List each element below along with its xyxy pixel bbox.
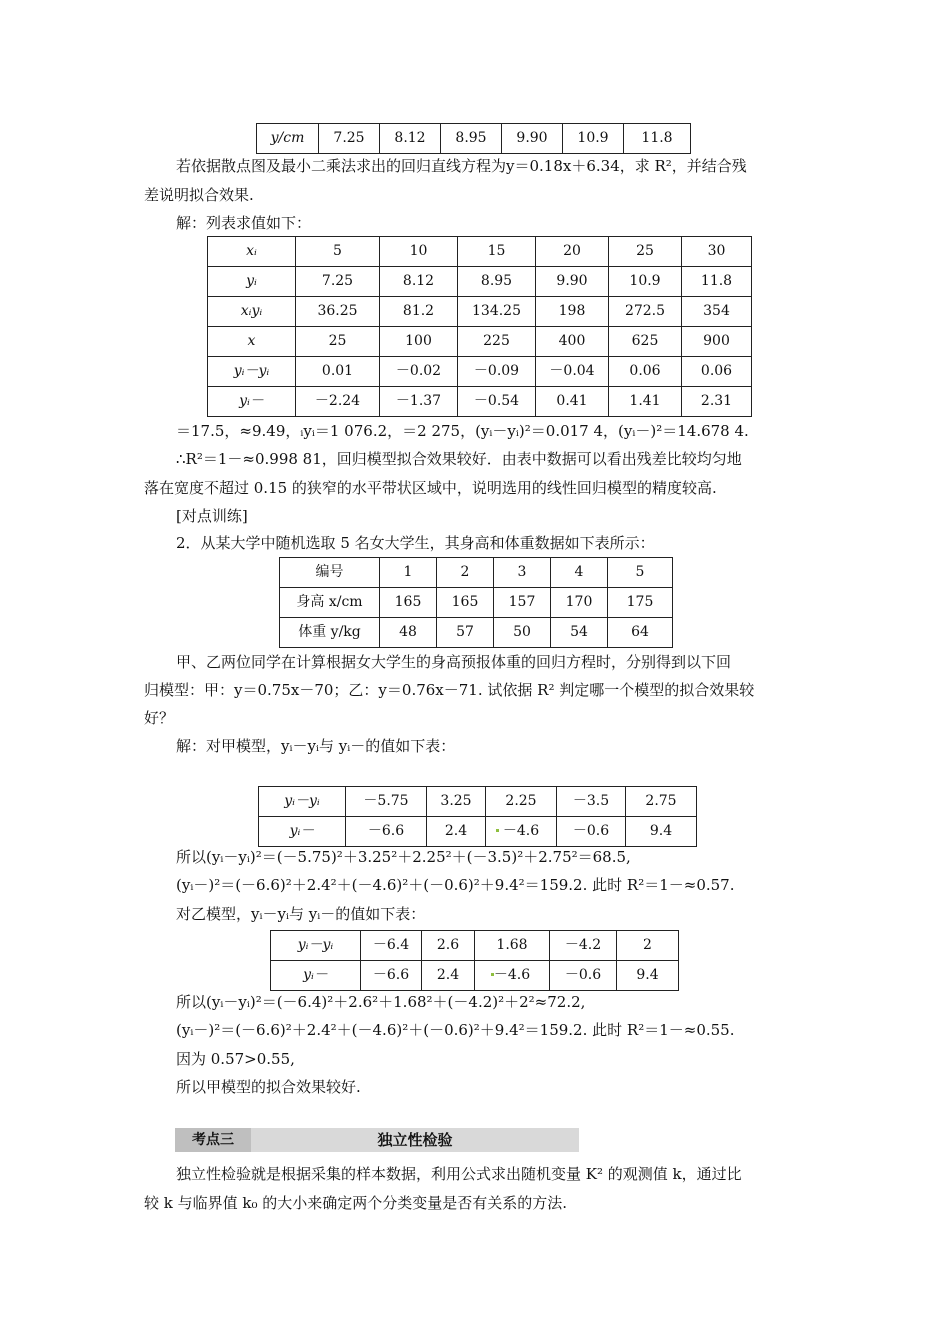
table-cell: 625 <box>609 327 682 357</box>
section-tag: 考点三 <box>175 1128 251 1152</box>
table-row <box>208 387 752 417</box>
table-cell: －0.02 <box>380 357 458 387</box>
table-cell: 198 <box>536 297 609 327</box>
table-cell: 8.12 <box>380 124 441 154</box>
table-cell: 1.41 <box>609 387 682 417</box>
final-line: 所以甲模型的拟合效果较好. <box>176 1078 361 1096</box>
table-cell: －2.24 <box>296 387 380 417</box>
table-cell: 7.25 <box>296 267 380 297</box>
table-row <box>208 297 752 327</box>
table-row <box>208 267 752 297</box>
problem-line: 若依据散点图及最小二乘法求出的回归直线方程为y＝0.18x＋6.34，求 R²，并结合残 <box>176 157 747 175</box>
result-line: 所以(yᵢ－yᵢ)²＝(－5.75)²＋3.25²＋2.25²＋(－3.5)²＋2.75²＝68.5, <box>176 848 631 866</box>
table-cell: 5 <box>608 558 673 588</box>
table-cell: 2.25 <box>486 787 557 817</box>
table-row <box>259 787 697 817</box>
table-cell: 175 <box>608 588 673 618</box>
table-cell: －4.6 <box>486 817 557 847</box>
table-cell: 0.06 <box>682 357 752 387</box>
compare-line: 因为 0.57>0.55, <box>176 1050 295 1068</box>
table-cell: yᵢ <box>208 267 296 297</box>
table-cell: －0.54 <box>458 387 536 417</box>
table-cell: 81.2 <box>380 297 458 327</box>
solution-label: 解：列表求值如下： <box>176 214 312 232</box>
table-cell: 10 <box>380 237 458 267</box>
table-cell: 5 <box>296 237 380 267</box>
intro-line: 较 k 与临界值 k₀ 的大小来确定两个分类变量是否有关系的方法. <box>144 1194 568 1212</box>
table-cell: 9.90 <box>502 124 563 154</box>
question-line: 甲、乙两位同学在计算根据女大学生的身高预报体重的回归方程时，分别得到以下回 <box>176 653 732 671</box>
table-cell: －6.6 <box>346 817 427 847</box>
table-height-weight <box>279 557 673 648</box>
table-cell: 8.95 <box>441 124 502 154</box>
table-cell: 25 <box>296 327 380 357</box>
marker-dot <box>491 973 494 976</box>
table-cell: 900 <box>682 327 752 357</box>
table-cell: 身高 x/cm <box>280 588 380 618</box>
solution-label: 解：对甲模型，yᵢ－yᵢ与 yᵢ－的值如下表： <box>176 737 456 755</box>
table-cell: 体重 y/kg <box>280 618 380 648</box>
table-cell: 8.95 <box>458 267 536 297</box>
table-cell: －3.5 <box>557 787 626 817</box>
table-row <box>208 237 752 267</box>
table-cell: 11.8 <box>624 124 691 154</box>
table-row <box>259 817 697 847</box>
table-cell: 64 <box>608 618 673 648</box>
table-cell: 2.4 <box>427 817 486 847</box>
table-cell: yᵢ－ <box>208 387 296 417</box>
table-row <box>271 961 679 991</box>
table-cell: －0.04 <box>536 357 609 387</box>
table-cell: 30 <box>682 237 752 267</box>
table-row <box>208 357 752 387</box>
table-cell: －4.6 <box>475 961 550 991</box>
table-cell: 3.25 <box>427 787 486 817</box>
table-cell: 9.4 <box>626 817 697 847</box>
conclusion-line: 落在宽度不超过 0.15 的狭窄的水平带状区域中，说明选用的线性回归模型的精度较高. <box>144 479 717 497</box>
table-cell: 400 <box>536 327 609 357</box>
table-cell: 48 <box>380 618 437 648</box>
table-cell: 0.41 <box>536 387 609 417</box>
table-row <box>208 327 752 357</box>
table-cell: －0.6 <box>550 961 617 991</box>
table-cell: 2.6 <box>422 931 475 961</box>
result-line: (yᵢ－)²＝(－6.6)²＋2.4²＋(－4.6)²＋(－0.6)²＋9.4²＝159.2. 此时 R²＝1－≈0.57. <box>176 876 735 894</box>
table-cell: yᵢ－yᵢ <box>271 931 361 961</box>
table-cell: xᵢyᵢ <box>208 297 296 327</box>
table-cell: y/cm <box>257 124 319 154</box>
table-cell: 157 <box>494 588 551 618</box>
table-row <box>271 931 679 961</box>
table-cell: 25 <box>609 237 682 267</box>
table-cell: 9.90 <box>536 267 609 297</box>
table-cell: yᵢ－yᵢ <box>208 357 296 387</box>
table-cell: 170 <box>551 588 608 618</box>
table-cell: －6.6 <box>361 961 422 991</box>
table-cell: 50 <box>494 618 551 648</box>
table-cell: 36.25 <box>296 297 380 327</box>
table-cell: yᵢ－ <box>259 817 346 847</box>
table-cell: 225 <box>458 327 536 357</box>
table-cell: 2 <box>617 931 679 961</box>
section-title: 独立性检验 <box>377 1131 453 1149</box>
training-heading: [对点训练] <box>176 507 248 525</box>
table-cell: 11.8 <box>682 267 752 297</box>
table-cell: －4.2 <box>550 931 617 961</box>
table-cell: 2 <box>437 558 494 588</box>
table-cell: 165 <box>437 588 494 618</box>
question-line: 好？ <box>144 709 175 727</box>
table-cell: 8.12 <box>380 267 458 297</box>
table-cell: 100 <box>380 327 458 357</box>
table-row <box>280 558 673 588</box>
model-b-label: 对乙模型，yᵢ－yᵢ与 yᵢ－的值如下表： <box>176 905 426 923</box>
table-cell: －0.09 <box>458 357 536 387</box>
table-cell: 354 <box>682 297 752 327</box>
table-calc <box>207 236 752 417</box>
table-model-a <box>258 786 697 847</box>
table-cell: 272.5 <box>609 297 682 327</box>
table-cell: 1.68 <box>475 931 550 961</box>
table-cell: 4 <box>551 558 608 588</box>
result-line: (yᵢ－)²＝(－6.6)²＋2.4²＋(－4.6)²＋(－0.6)²＋9.4²＝159.2. 此时 R²＝1－≈0.55. <box>176 1021 735 1039</box>
table-cell: 10.9 <box>563 124 624 154</box>
table-cell: －0.6 <box>557 817 626 847</box>
table-model-b <box>270 930 679 991</box>
table-cell: 15 <box>458 237 536 267</box>
table-cell: 134.25 <box>458 297 536 327</box>
table-cell: 7.25 <box>319 124 380 154</box>
result-line: 所以(yᵢ－yᵢ)²＝(－6.4)²＋2.6²＋1.68²＋(－4.2)²＋2²≈72.2, <box>176 993 586 1011</box>
table-cell: 10.9 <box>609 267 682 297</box>
table-row <box>280 618 673 648</box>
table-cell: yᵢ－ <box>271 961 361 991</box>
conclusion-line: ∴R²＝1－≈0.998 81，回归模型拟合效果较好．由表中数据可以看出残差比较均匀地 <box>176 450 742 468</box>
problem-line: 差说明拟合效果. <box>144 186 254 204</box>
table-cell: 2.31 <box>682 387 752 417</box>
table-cell: 20 <box>536 237 609 267</box>
table-row <box>257 124 691 154</box>
table-cell: －6.4 <box>361 931 422 961</box>
table-cell: 54 <box>551 618 608 648</box>
table-cell: yᵢ－yᵢ <box>259 787 346 817</box>
table-cell: －1.37 <box>380 387 458 417</box>
question-line: 归模型：甲：y＝0.75x－70；乙：y＝0.76x－71. 试依据 R² 判定哪一个模型的拟合效果较 <box>144 681 755 699</box>
table-cell: 3 <box>494 558 551 588</box>
calc-line: ＝17.5，≈9.49，ᵢyᵢ＝1 076.2，＝2 275，(yᵢ－yᵢ)²＝0.017 4，(yᵢ－)²＝14.678 4. <box>176 422 749 440</box>
table-cell: －5.75 <box>346 787 427 817</box>
question-line: 2．从某大学中随机选取 5 名女大学生，其身高和体重数据如下表所示： <box>176 534 655 552</box>
table-cell: xᵢ <box>208 237 296 267</box>
intro-line: 独立性检验就是根据采集的样本数据，利用公式求出随机变量 K² 的观测值 k，通过比 <box>176 1165 742 1183</box>
table-cell: 9.4 <box>617 961 679 991</box>
table-cell: 57 <box>437 618 494 648</box>
table-cell: 1 <box>380 558 437 588</box>
table-cell: x <box>208 327 296 357</box>
table-cell: 2.75 <box>626 787 697 817</box>
table-cell: 2.4 <box>422 961 475 991</box>
table-cell: 编号 <box>280 558 380 588</box>
table-top <box>256 123 691 154</box>
table-cell: 165 <box>380 588 437 618</box>
table-cell: 0.06 <box>609 357 682 387</box>
table-row <box>280 588 673 618</box>
table-cell: 0.01 <box>296 357 380 387</box>
marker-dot <box>496 829 499 832</box>
